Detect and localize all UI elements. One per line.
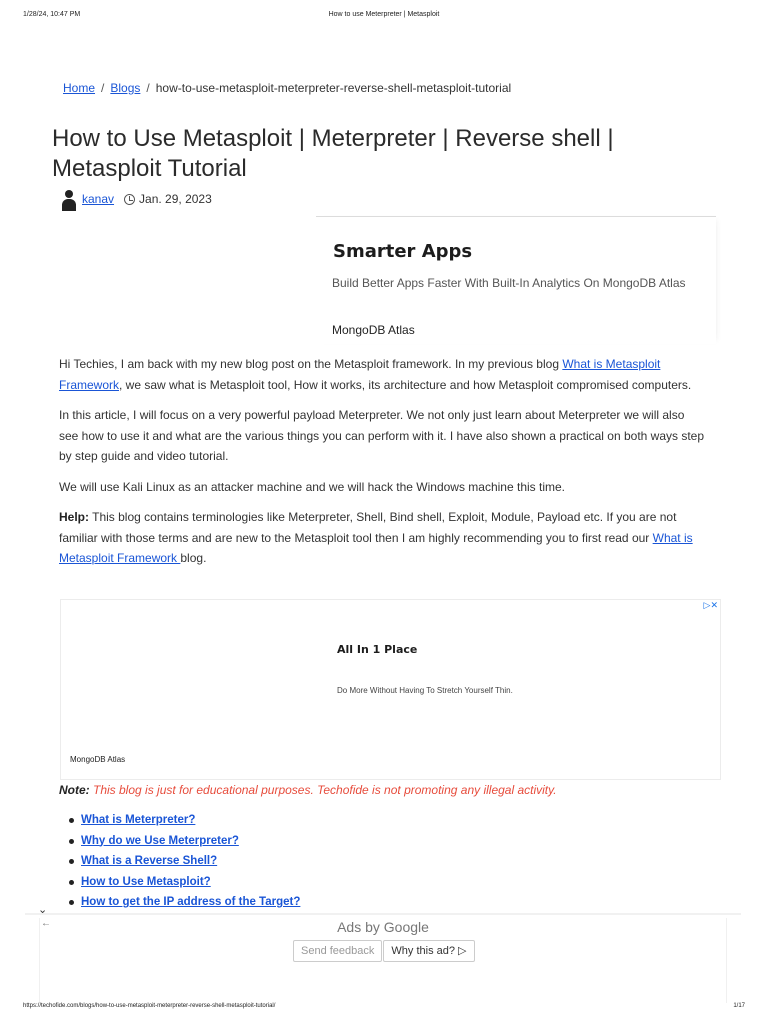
breadcrumb-home[interactable]: Home: [63, 81, 96, 95]
link-what-is-metasploit[interactable]: What is Metasploit Framework: [59, 357, 661, 392]
print-title: How to use Meterpreter | Metasploit: [328, 11, 440, 18]
page-number: 1/17: [733, 1003, 745, 1009]
article-body: [59, 354, 707, 579]
breadcrumb-current: how-to-use-metasploit-meterpreter-reverse-shell-metasploit-tutorial: [155, 81, 512, 95]
breadcrumb-separator: /: [146, 81, 150, 95]
ad-brand: MongoDB Atlas: [332, 323, 415, 337]
ad-banner-top[interactable]: [316, 216, 716, 344]
ad-subline: Do More Without Having To Stretch Yourself Thin.: [337, 686, 513, 695]
list-item: [81, 892, 300, 913]
ad-headline: Smarter Apps: [333, 241, 473, 262]
paragraph: We will use Kali Linux as an attacker machine and we will hack the Windows machine this time.: [59, 479, 566, 494]
toc-link[interactable]: How to get the IP address of the Target?: [81, 896, 301, 908]
publish-date: Jan. 29, 2023: [139, 192, 212, 206]
why-this-ad-button[interactable]: Why this ad? ▷: [383, 940, 474, 962]
back-arrow-icon[interactable]: ←: [41, 918, 51, 929]
note-label: Note:: [59, 783, 90, 797]
toc-link[interactable]: What is a Reverse Shell?: [81, 855, 218, 867]
clock-icon: [124, 194, 135, 205]
print-url: https://techofide.com/blogs/how-to-use-metasploit-meterpreter-reverse-shell-metasploit-tutorial/: [23, 1003, 276, 1009]
breadcrumb: [63, 81, 511, 95]
help-paragraph: [59, 507, 707, 569]
paragraph-text: Hi Techies, I am back with my new blog post on the Metasploit framework. In my previous blog: [59, 357, 563, 371]
ad-brand: MongoDB Atlas: [70, 755, 126, 764]
help-label: Help:: [59, 510, 89, 524]
avatar: [59, 189, 79, 209]
list-item: [81, 872, 300, 893]
breadcrumb-separator: /: [101, 81, 105, 95]
ad-subline: Build Better Apps Faster With Built-In Analytics On MongoDB Atlas: [332, 276, 686, 290]
ad-banner-middle[interactable]: [60, 599, 721, 780]
toc-link[interactable]: Why do we Use Meterpreter?: [81, 834, 239, 847]
breadcrumb-blogs[interactable]: Blogs: [110, 81, 141, 95]
help-text: This blog contains terminologies like Meterpreter, Shell, Bind shell, Exploit, Module, Payload etc. If you are not familiar with those terms and are new to the Metasploit tool then I am highly recommending you to first read our: [59, 510, 677, 545]
paragraph: In this article, I will focus on a very powerful payload Meterpreter. We not only just learn about Meterpreter we will also see how to use it and what are the various things you can perform with it. I have also shown a practical on both ways step by step guide and video tutorial.: [59, 408, 705, 463]
adchoices-icon[interactable]: ▷✕: [703, 600, 718, 610]
paragraph-text: , we saw what is Metasploit tool, How it works, its architecture and how Metasploit compromised computers.: [119, 377, 692, 392]
note-text: This blog is just for educational purposes. Techofide is not promoting any illegal activity.: [89, 783, 557, 797]
page-title: How to Use Metasploit | Meterpreter | Reverse shell | Metasploit Tutorial: [52, 125, 614, 182]
list-item: [81, 851, 300, 872]
help-end: blog.: [180, 551, 207, 565]
paragraph: [59, 354, 707, 395]
ads-by-google: Ads by Google: [337, 919, 429, 935]
ad-feedback-buttons: [293, 940, 475, 962]
toc-link[interactable]: How to Use Metasploit?: [81, 875, 211, 888]
disclaimer-note: [59, 781, 719, 799]
toc-link[interactable]: What is Meterpreter?: [81, 814, 196, 826]
divider: [25, 913, 741, 915]
table-of-contents: [81, 810, 300, 913]
chevron-down-icon[interactable]: ⌄: [38, 904, 48, 916]
author-link[interactable]: kanav: [82, 192, 115, 206]
list-item: [81, 831, 300, 852]
article-meta: [59, 188, 212, 210]
send-feedback-button[interactable]: Send feedback: [293, 940, 382, 962]
list-item: [81, 810, 300, 831]
ad-headline: All In 1 Place: [337, 643, 418, 656]
print-date: 1/28/24, 10:47 PM: [23, 11, 81, 18]
link-what-is-metasploit-framework[interactable]: What is Metasploit Framework: [59, 530, 693, 565]
anchor-ad: [25, 904, 741, 1003]
